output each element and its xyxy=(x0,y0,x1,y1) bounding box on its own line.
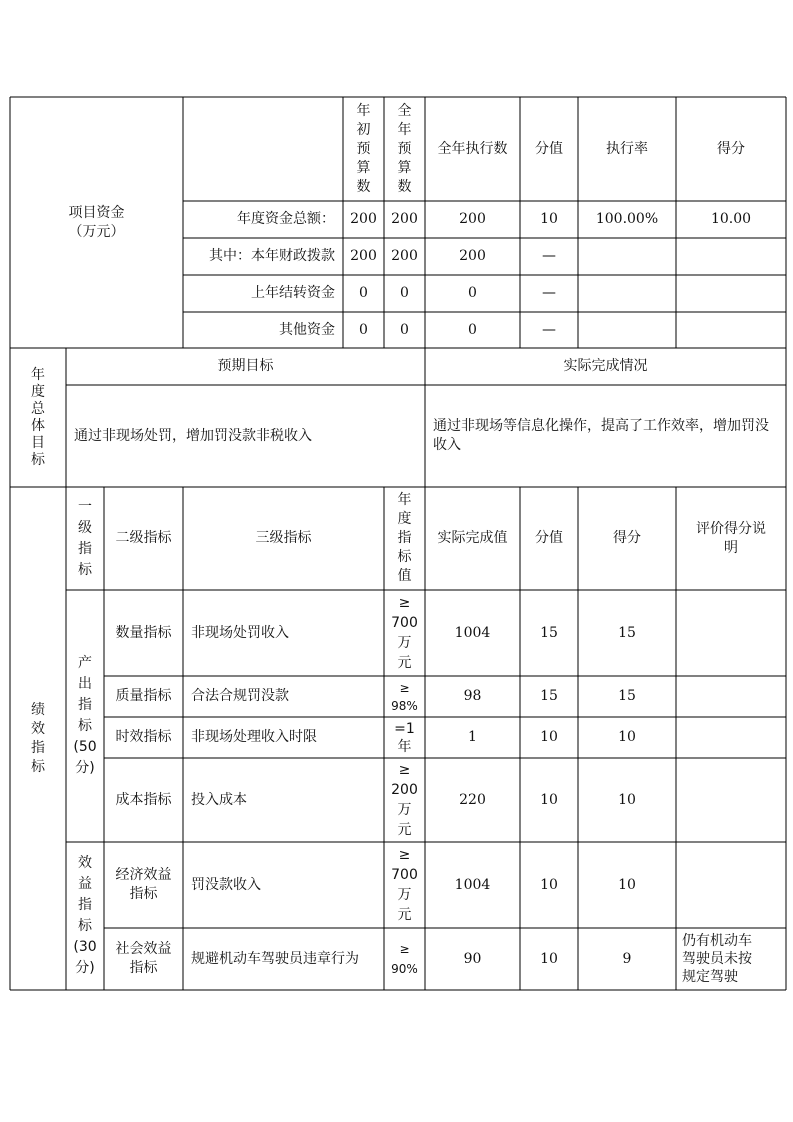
funds-row-score: 10.00 xyxy=(710,211,752,227)
indicator-actual: 1004 xyxy=(454,876,491,893)
indicator-score-value: 10 xyxy=(540,791,558,808)
benefit-indicator-group: 效 益 指 标 (30 分) xyxy=(73,855,97,976)
indicator-score: 15 xyxy=(618,624,636,641)
funds-row-executed: 0 xyxy=(468,285,477,301)
funds-row-rate: 100.00% xyxy=(595,211,659,227)
actual-completion-header: 实际完成情况 xyxy=(563,358,648,374)
funds-row-annual: 200 xyxy=(391,248,418,264)
indicator-score: 10 xyxy=(618,791,636,808)
funds-row-name: 年度资金总额： xyxy=(237,211,335,227)
indicator-target: ≥ 700 万 元 xyxy=(391,847,418,923)
indicator-level2: 质量指标 xyxy=(115,688,172,704)
header-score-value: 分值 xyxy=(535,140,563,157)
indicator-level3: 合法合规罚没款 xyxy=(191,688,289,704)
indicator-actual: 1 xyxy=(468,729,477,745)
funds-row-score-value: — xyxy=(542,248,556,264)
indicator-actual: 1004 xyxy=(454,624,491,641)
indicator-target: ≥ 90% xyxy=(391,942,418,976)
indicator-score-value: 10 xyxy=(540,876,558,893)
indicator-score-value: 15 xyxy=(540,624,558,641)
funds-row-score xyxy=(676,312,786,348)
indicator-actual: 220 xyxy=(459,791,486,808)
funds-row-initial: 200 xyxy=(350,248,377,264)
funds-row-rate xyxy=(578,275,676,312)
funds-row-initial: 0 xyxy=(359,285,368,301)
indicators-section-label: 绩 效 指 标 xyxy=(31,701,45,775)
funds-row-initial: 200 xyxy=(350,211,377,227)
indicator-score-value: 10 xyxy=(540,729,558,745)
header-actual-value: 实际完成值 xyxy=(437,530,508,546)
indicator-level2: 时效指标 xyxy=(115,729,172,745)
funds-row-annual: 0 xyxy=(400,321,409,338)
expected-goal-header: 预期目标 xyxy=(217,358,274,374)
funds-row-score-value: — xyxy=(542,321,556,338)
indicator-target: ≥ 98% xyxy=(391,680,418,713)
header-level1-indicator: 一 级 指 标 xyxy=(78,498,92,578)
funds-row-name: 其中：本年财政拨款 xyxy=(209,248,335,264)
header-annual-budget: 全 年 预 算 数 xyxy=(397,102,412,195)
indicator-level3: 投入成本 xyxy=(191,791,247,808)
funds-section-label: 项目资金 （万元） xyxy=(68,204,125,240)
funds-row-executed: 200 xyxy=(459,211,486,227)
indicator-level2: 成本指标 xyxy=(115,791,172,808)
funds-row-initial: 0 xyxy=(359,321,368,338)
indicator-level3: 罚没款收入 xyxy=(191,876,261,893)
indicator-score: 15 xyxy=(618,688,636,704)
indicator-level2: 社会效益 指标 xyxy=(115,941,172,976)
indicator-actual: 98 xyxy=(463,688,482,704)
indicator-note xyxy=(676,842,786,928)
header-annual-target: 年 度 指 标 值 xyxy=(397,492,412,584)
header-score: 得分 xyxy=(717,140,745,157)
header-indicator-score: 得分 xyxy=(613,530,641,546)
indicator-note xyxy=(676,590,786,676)
funds-row-name: 其他资金 xyxy=(279,321,335,338)
indicator-score-value: 15 xyxy=(540,688,558,704)
header-indicator-score-value: 分值 xyxy=(535,530,563,546)
indicator-level3: 规避机动车驾驶员违章行为 xyxy=(191,950,359,967)
header-level3-indicator: 三级指标 xyxy=(255,530,312,546)
funds-row-score xyxy=(676,238,786,275)
funds-row-score-value: — xyxy=(542,285,556,301)
goals-section-label: 年 度 总 体 目 标 xyxy=(31,366,45,468)
indicator-score: 10 xyxy=(618,876,636,893)
funds-row-rate xyxy=(578,238,676,275)
indicator-note: 仍有机动车 驾驶员未按 规定驾驶 xyxy=(682,933,752,985)
indicator-level2: 经济效益 指标 xyxy=(115,867,172,902)
indicator-target: =1 年 xyxy=(394,720,415,755)
indicator-level3: 非现场处罚收入 xyxy=(191,624,289,641)
header-level2-indicator: 二级指标 xyxy=(115,530,172,546)
header-initial-budget: 年 初 预 算 数 xyxy=(356,102,371,195)
funds-row-name: 上年结转资金 xyxy=(251,285,335,301)
indicator-score: 9 xyxy=(622,950,632,967)
funds-row-executed: 200 xyxy=(459,248,486,264)
indicator-note xyxy=(676,717,786,758)
indicator-actual: 90 xyxy=(463,950,482,967)
output-indicator-group: 产 出 指 标 (50 分) xyxy=(73,655,97,776)
funds-row-annual: 200 xyxy=(391,211,418,227)
indicator-note xyxy=(676,676,786,717)
expected-goal-text: 通过非现场处罚，增加罚没款非税收入 xyxy=(74,427,312,444)
indicator-note xyxy=(676,758,786,842)
header-score-note: 评价得分说 明 xyxy=(696,520,766,556)
funds-row-executed: 0 xyxy=(468,321,477,338)
funds-row-score xyxy=(676,275,786,312)
header-execution-rate: 执行率 xyxy=(606,140,648,157)
funds-row-score-value: 10 xyxy=(540,211,558,227)
funds-row-rate xyxy=(578,312,676,348)
indicator-score-value: 10 xyxy=(540,950,558,967)
indicator-target: ≥ 700 万 元 xyxy=(391,595,418,671)
indicator-target: ≥ 200 万 元 xyxy=(391,762,418,838)
indicator-level2: 数量指标 xyxy=(115,624,172,641)
indicator-level3: 非现场处理收入时限 xyxy=(191,729,317,745)
header-annual-executed: 全年执行数 xyxy=(437,140,508,157)
actual-completion-text: 通过非现场等信息化操作，提高了工作效率，增加罚没收入 xyxy=(433,418,769,453)
indicator-score: 10 xyxy=(618,729,636,745)
funds-row-annual: 0 xyxy=(400,285,409,301)
